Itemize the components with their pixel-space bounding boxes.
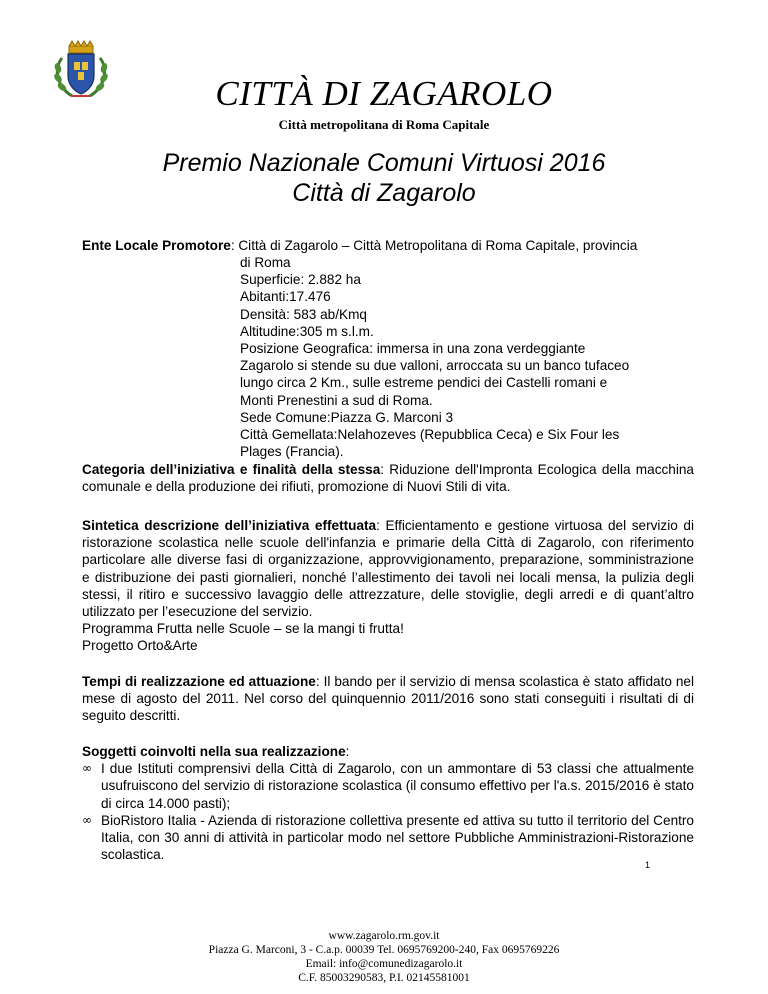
soggetti-label: Soggetti coinvolti nella sua realizzazione bbox=[82, 744, 346, 759]
footer-website: www.zagarolo.rm.gov.it bbox=[328, 930, 440, 942]
prize-title-line1: Premio Nazionale Comuni Virtuosi 2016 bbox=[162, 149, 606, 177]
city-title: CITTÀ DI ZAGAROLO bbox=[215, 74, 553, 113]
ente-first-line: : Città di Zagarolo – Città Metropolitana di Roma Capitale, provincia bbox=[230, 238, 638, 253]
list-item bbox=[82, 760, 694, 812]
page-number: 1 bbox=[645, 860, 651, 870]
ente-line: Plages (Francia). bbox=[240, 444, 344, 460]
ente-line: Densità: 583 ab/Kmq bbox=[240, 306, 367, 322]
soggetti-list bbox=[82, 760, 694, 863]
ente-line: Monti Prenestini a sud di Roma. bbox=[240, 392, 433, 408]
ente-details bbox=[240, 254, 680, 460]
ente-line: Abitanti:17.476 bbox=[240, 289, 331, 305]
ente-line: Sede Comune:Piazza G. Marconi 3 bbox=[240, 409, 454, 425]
prize-title-line2: Città di Zagarolo bbox=[292, 179, 476, 207]
soggetti-section bbox=[82, 743, 694, 863]
categoria-section bbox=[82, 461, 694, 495]
ente-section-heading bbox=[82, 237, 702, 254]
ente-line: di Roma bbox=[240, 255, 291, 270]
list-item-text: BioRistoro Italia - Azienda di ristorazione collettiva presente ed attiva su tutto il territorio del Centro Italia, con 30 anni di attività in particolar modo nel settore Pubbliche Amministrazioni-Ristorazione scolastica. bbox=[101, 812, 694, 863]
prize-title bbox=[0, 148, 768, 208]
descrizione-section bbox=[82, 517, 694, 655]
list-item bbox=[82, 812, 694, 864]
soggetti-colon: : bbox=[345, 744, 350, 759]
bullet-icon: ∞ bbox=[82, 812, 92, 827]
descrizione-extra: Progetto Orto&Arte bbox=[82, 638, 198, 654]
city-subtitle: Città metropolitana di Roma Capitale bbox=[278, 117, 490, 132]
list-item-text: I due Istituti comprensivi della Città di Zagarolo, con un ammontare di 53 classi che attualmente usufruiscono del servizio di ristorazione scolastica (il consumo effettivo per l'a.s. 2015/2016 è stato di circa 14.000 pasti); bbox=[101, 761, 694, 811]
footer-address: Piazza G. Marconi, 3 - C.a.p. 00039 Tel. 0695769200-240, Fax 0695769226 bbox=[208, 944, 560, 956]
ente-line: Città Gemellata:Nelahozeves (Repubblica Ceca) e Six Four les bbox=[240, 427, 620, 443]
descrizione-paragraph bbox=[82, 517, 694, 620]
ente-line: Zagarolo si stende su due valloni, arroccata su un banco tufaceo bbox=[240, 358, 630, 374]
ente-line: lungo circa 2 Km., sulle estreme pendici dei Castelli romani e bbox=[240, 375, 608, 391]
descrizione-extra: Programma Frutta nelle Scuole – se la mangi ti frutta! bbox=[82, 621, 404, 637]
page-footer bbox=[0, 929, 768, 985]
ente-line: Altitudine:305 m s.l.m. bbox=[240, 323, 374, 339]
bullet-icon: ∞ bbox=[82, 761, 92, 776]
descrizione-text: : Efficientamento e gestione virtuosa del servizio di ristorazione scolastica nelle scuole dell'infanzia e primarie della Città di Zagarolo, con riferimento particolare alle diverse fasi di organizzazione, approvvigionamento, preparazione, somministrazione e distribuzione dei pasti giornalieri, nonché l’allestimento dei tavoli nei locali mensa, la pulizia degli stessi, il ritiro e successivo lavaggio delle attrezzature, delle stoviglie, degli arredi e di quant’altro utilizzato per l’esecuzione del servizio. bbox=[82, 518, 694, 620]
ente-label: Ente Locale Promotore bbox=[82, 238, 231, 253]
footer-email: Email: info@comunedizagarolo.it bbox=[305, 958, 463, 970]
ente-line: Superficie: 2.882 ha bbox=[240, 272, 361, 288]
ente-line: Posizione Geografica: immersa in una zona verdeggiante bbox=[240, 341, 586, 357]
tempi-text: : Il bando per il servizio di mensa scolastica è stato affidato nel mese di agosto del 2011. Nel corso del quinquennio 2011/2016 sono stati conseguiti i risultati di di seguito descritti. bbox=[82, 674, 695, 724]
tempi-label: Tempi di realizzazione ed attuazione bbox=[82, 674, 316, 689]
footer-fiscal: C.F. 85003290583, P.I. 02145581001 bbox=[298, 972, 470, 984]
tempi-section bbox=[82, 673, 694, 725]
categoria-label: Categoria dell’iniziativa e finalità della stessa bbox=[82, 462, 381, 477]
descrizione-label: Sintetica descrizione dell’iniziativa effettuata bbox=[82, 518, 377, 533]
soggetti-heading bbox=[82, 743, 694, 760]
categoria-text: : Riduzione dell'Impronta Ecologica della macchina comunale e della produzione dei rifiuti, promozione di Nuovi Stili di vita. bbox=[82, 462, 694, 495]
